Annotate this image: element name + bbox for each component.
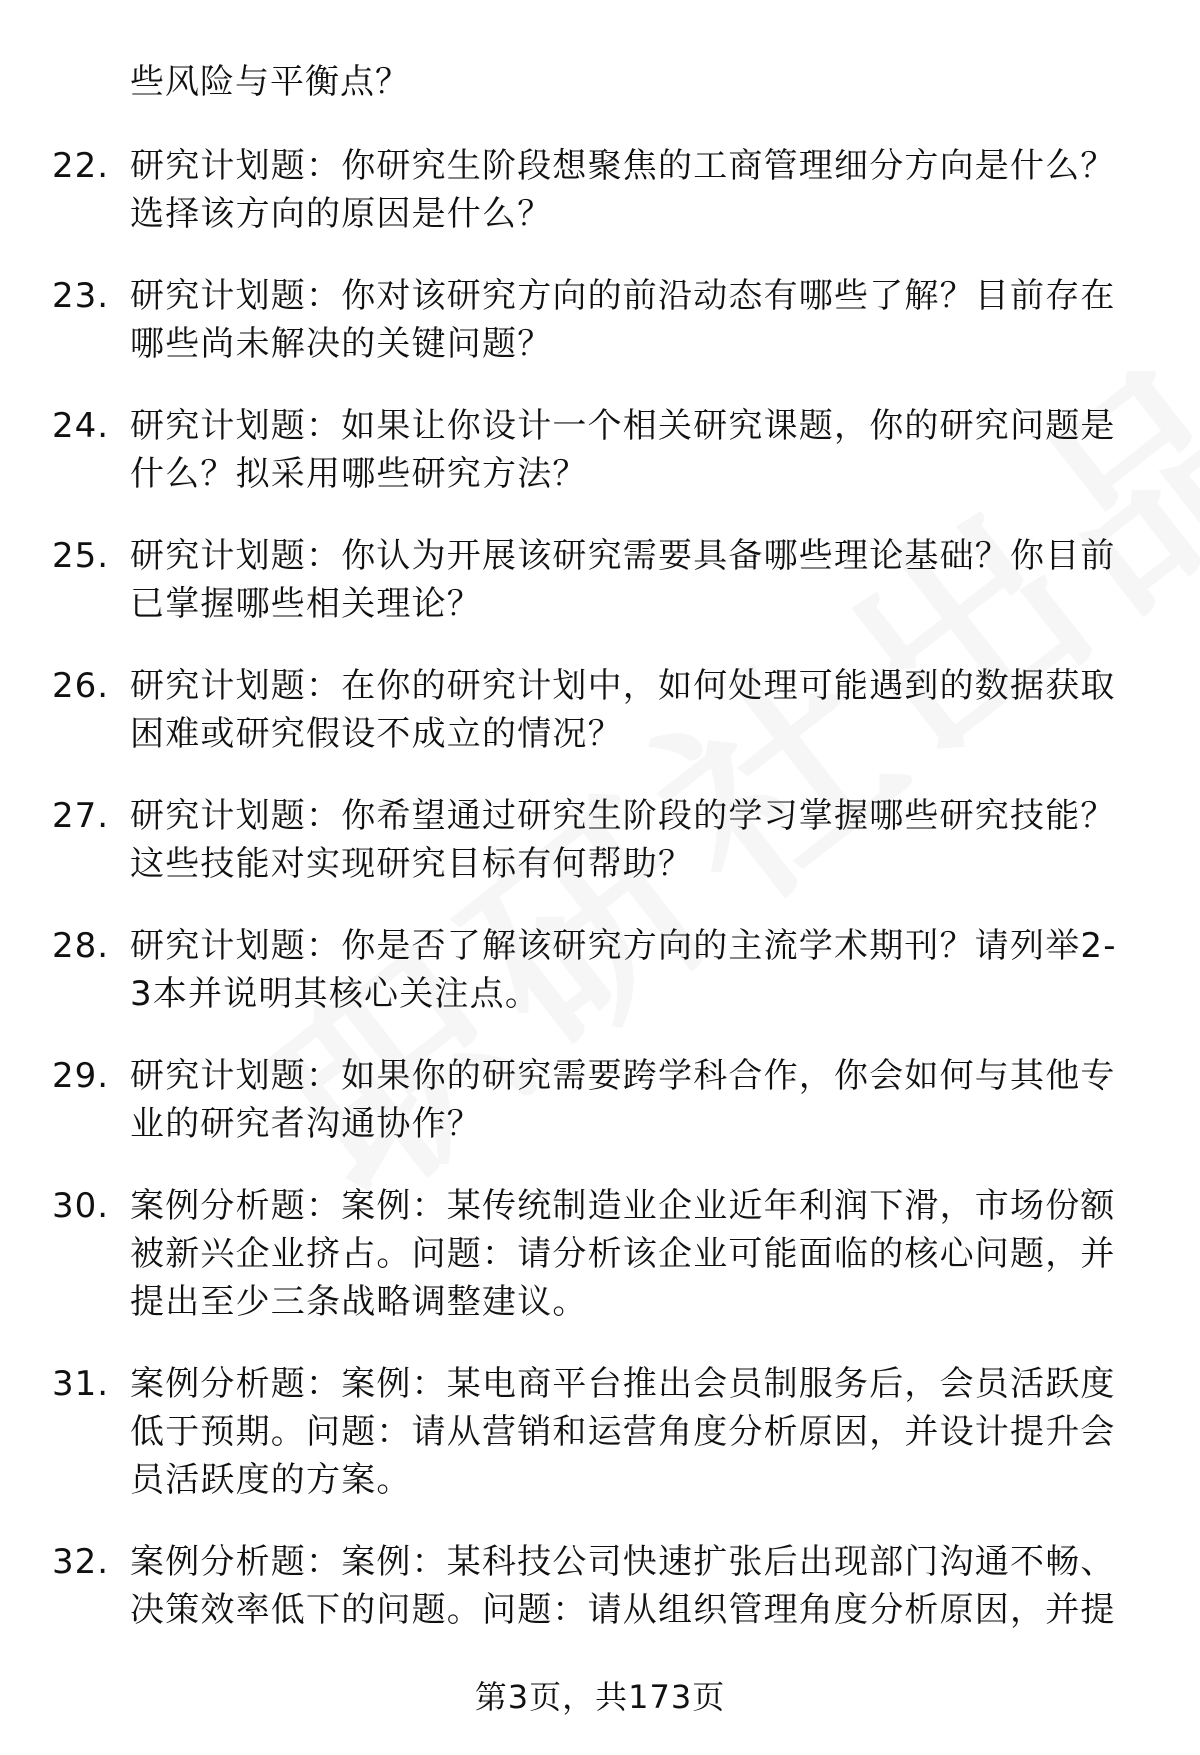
question-text <box>130 792 1140 888</box>
question-text <box>130 402 1140 498</box>
question-number: 27. <box>52 796 110 836</box>
question-line: 研究计划题：你是否了解该研究方向的主流学术期刊？请列举2- <box>130 926 1117 966</box>
question-item <box>0 142 1200 232</box>
question-item <box>0 1538 1200 1628</box>
question-line: 研究计划题：你研究生阶段想聚焦的工商管理细分方向是什么？ <box>130 146 1116 186</box>
question-number: 31. <box>52 1364 110 1404</box>
question-line: 被新兴企业挤占。问题：请分析该企业可能面临的核心问题，并 <box>130 1234 1116 1274</box>
question-item <box>0 922 1200 1012</box>
question-text <box>130 922 1140 1018</box>
question-line: 研究计划题：如果让你设计一个相关研究课题，你的研究问题是 <box>130 406 1116 446</box>
question-number: 23. <box>52 276 110 316</box>
question-text <box>130 662 1140 758</box>
question-text <box>130 1182 1140 1326</box>
question-line: 业的研究者沟通协作？ <box>130 1104 482 1144</box>
question-item <box>0 402 1200 492</box>
question-line: 低于预期。问题：请从营销和运营角度分析原因，并设计提升会 <box>130 1412 1116 1452</box>
question-item <box>0 272 1200 362</box>
question-line: 案例分析题：案例：某科技公司快速扩张后出现部门沟通不畅、 <box>130 1542 1116 1582</box>
question-text <box>130 1360 1140 1504</box>
question-text <box>130 1052 1140 1148</box>
question-line: 决策效率低下的问题。问题：请从组织管理角度分析原因，并提 <box>130 1590 1116 1630</box>
question-item <box>0 1182 1200 1320</box>
question-number: 22. <box>52 146 110 186</box>
question-number: 26. <box>52 666 110 706</box>
question-number: 25. <box>52 536 110 576</box>
question-line: 研究计划题：在你的研究计划中，如何处理可能遇到的数据获取 <box>130 666 1116 706</box>
question-item <box>0 792 1200 882</box>
question-line: 研究计划题：你对该研究方向的前沿动态有哪些了解？目前存在 <box>130 276 1116 316</box>
question-text <box>130 1538 1140 1634</box>
question-item <box>0 1052 1200 1142</box>
question-line: 3本并说明其核心关注点。 <box>130 974 541 1014</box>
question-line: 案例分析题：案例：某传统制造业企业近年利润下滑，市场份额 <box>130 1186 1116 1226</box>
question-line: 研究计划题：你希望通过研究生阶段的学习掌握哪些研究技能？ <box>130 796 1116 836</box>
question-line: 这些技能对实现研究目标有何帮助？ <box>130 844 694 884</box>
question-number: 29. <box>52 1056 110 1096</box>
question-line: 已掌握哪些相关理论？ <box>130 584 482 624</box>
question-line: 案例分析题：案例：某电商平台推出会员制服务后，会员活跃度 <box>130 1364 1116 1404</box>
page-footer: 第3页，共173页 <box>474 1678 726 1716</box>
question-line: 提出至少三条战略调整建议。 <box>130 1282 588 1322</box>
question-text <box>130 142 1140 238</box>
question-line: 困难或研究假设不成立的情况？ <box>130 714 623 754</box>
continuation-text: 些风险与平衡点？ <box>130 62 410 102</box>
question-line: 员活跃度的方案。 <box>130 1460 412 1500</box>
question-number: 28. <box>52 926 110 966</box>
question-number: 32. <box>52 1542 110 1582</box>
question-number: 30. <box>52 1186 110 1226</box>
question-item <box>0 662 1200 752</box>
question-text <box>130 272 1140 368</box>
question-line: 选择该方向的原因是什么？ <box>130 194 553 234</box>
question-list <box>0 142 1200 1668</box>
question-item <box>0 532 1200 622</box>
question-line: 研究计划题：你认为开展该研究需要具备哪些理论基础？你目前 <box>130 536 1116 576</box>
question-line: 哪些尚未解决的关键问题？ <box>130 324 553 364</box>
question-number: 24. <box>52 406 110 446</box>
question-line: 研究计划题：如果你的研究需要跨学科合作，你会如何与其他专 <box>130 1056 1116 1096</box>
question-item <box>0 1360 1200 1498</box>
question-text <box>130 532 1140 628</box>
question-line: 什么？拟采用哪些研究方法？ <box>130 454 588 494</box>
